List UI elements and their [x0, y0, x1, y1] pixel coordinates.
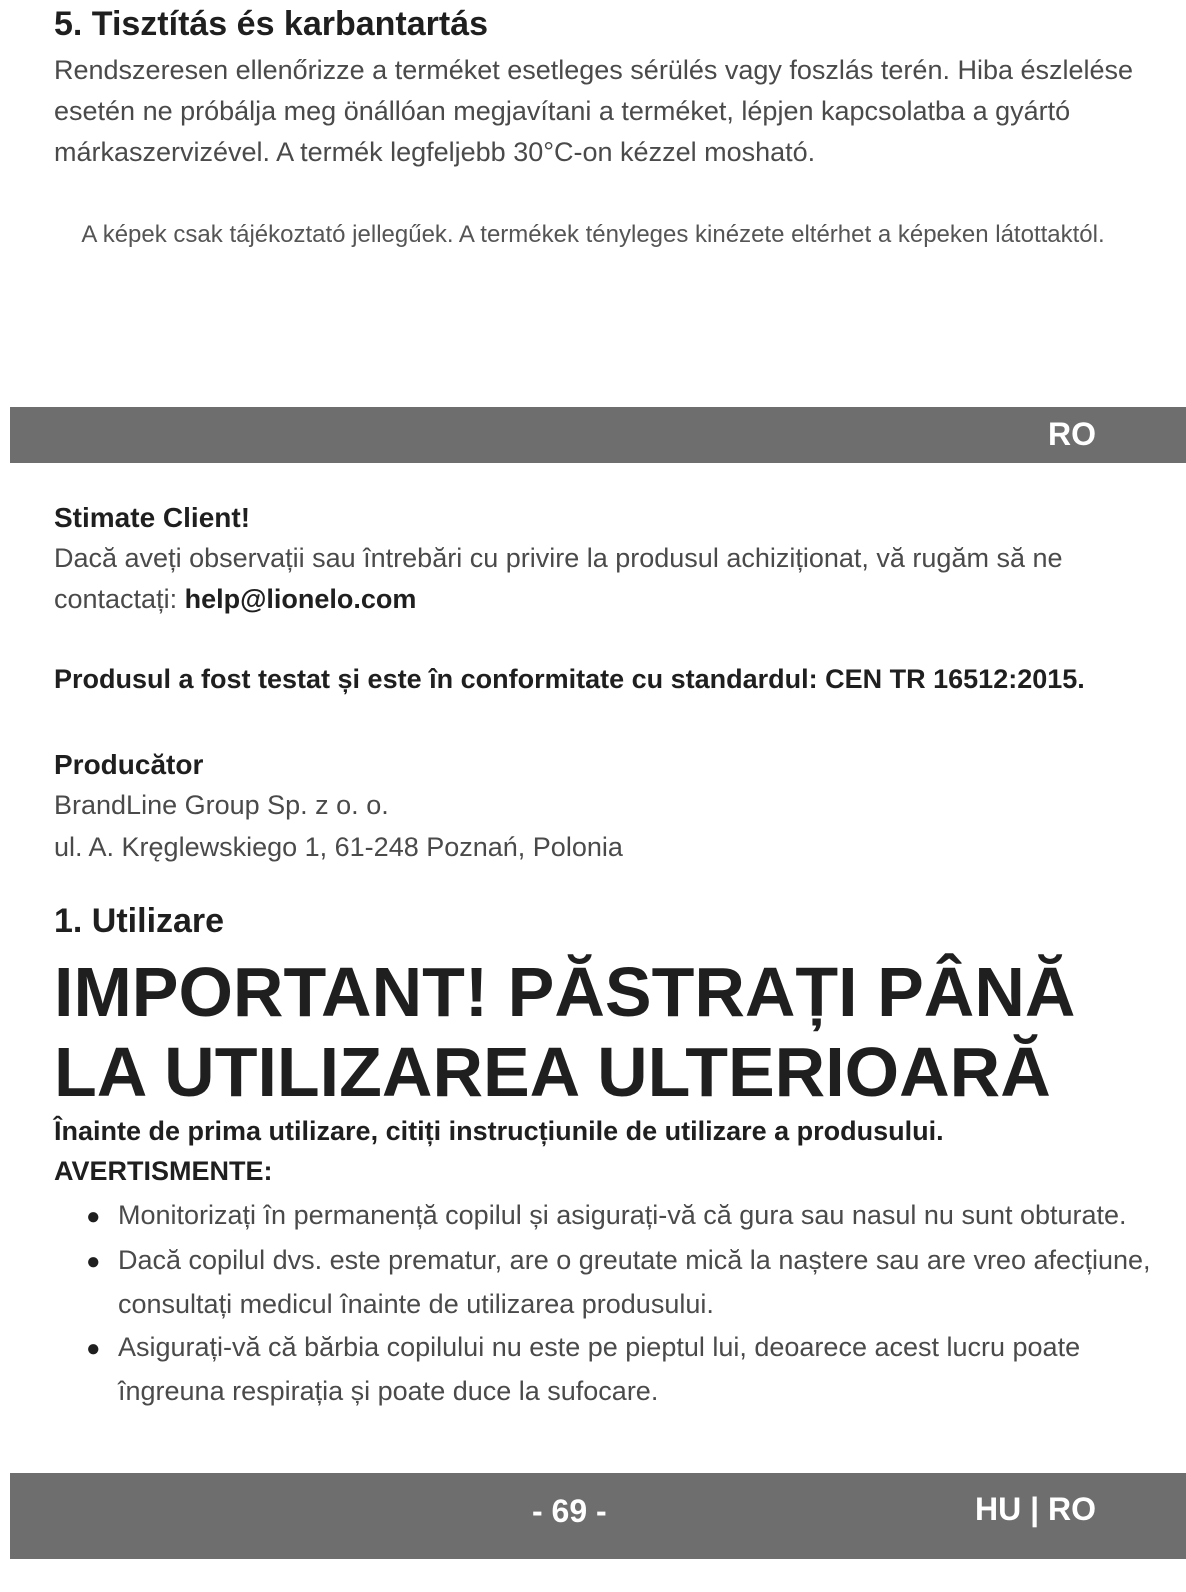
footer-languages: HU | RO — [975, 1491, 1096, 1527]
page-footer — [10, 1473, 1186, 1559]
ro-warnings-list — [54, 1194, 1154, 1413]
bullet-icon: ● — [86, 1335, 101, 1362]
warning-text: Dacă copilul dvs. este prematur, are o greutate mică la naștere sau are vreo afecțiune, consultați medicul înainte de utilizarea produsului. — [118, 1245, 1151, 1319]
warning-item — [54, 1194, 1154, 1238]
warning-item — [54, 1239, 1154, 1325]
language-band-label: RO — [1048, 416, 1096, 452]
ro-warnings-label: AVERTISMENTE: — [54, 1156, 273, 1186]
ro-standard-statement: Produsul a fost testat și este în conformitate cu standardul: CEN TR 16512:2015. — [54, 664, 1085, 694]
hu-image-disclaimer: A képek csak tájékoztató jellegűek. A termékek tényleges kinézete eltérhet a képeken látottaktól. — [81, 221, 1105, 248]
ro-read-instructions: Înainte de prima utilizare, citiți instrucțiunile de utilizare a produsului. — [54, 1116, 944, 1146]
ro-important-heading: IMPORTANT! PĂSTRAȚI PÂNĂ LA UTILIZAREA ULTERIOARĂ — [54, 953, 1076, 1111]
bullet-icon: ● — [86, 1203, 101, 1230]
warning-text: Asigurați-vă că bărbia copilului nu este pe pieptul lui, deoarece acest lucru poate îngreuna respirația și poate duce la sufocare. — [118, 1332, 1081, 1406]
language-band-ro — [10, 407, 1186, 463]
ro-contact-text: Dacă aveți observații sau întrebări cu privire la produsul achiziționat, vă rugăm să ne contactați: — [54, 543, 1063, 614]
hu-section-heading: 5. Tisztítás és karbantartás — [54, 5, 489, 43]
warning-text: Monitorizați în permanență copilul și asigurați-vă că gura sau nasul nu sunt obturate. — [118, 1200, 1127, 1230]
ro-manufacturer-address: ul. A. Kręglewskiego 1, 61-248 Poznań, Polonia — [54, 832, 623, 862]
ro-manufacturer-name: BrandLine Group Sp. z o. o. — [54, 790, 389, 820]
ro-usage-heading: 1. Utilizare — [54, 902, 225, 940]
ro-greeting: Stimate Client! — [54, 502, 251, 533]
warning-item — [54, 1326, 1154, 1412]
hu-cleaning-paragraph: Rendszeresen ellenőrizze a terméket esetleges sérülés vagy foszlás terén. Hiba észlelése esetén ne próbálja meg önállóan megjavítani a terméket, lépjen kapcsolatba a gyártó márkaszervizével. A termék legfeljebb 30°C-on kézzel mosható. — [54, 55, 1134, 167]
ro-contact-email-link[interactable]: help@lionelo.com — [184, 584, 417, 614]
page-number: - 69 - — [532, 1493, 607, 1529]
ro-contact-paragraph — [54, 538, 1114, 620]
ro-manufacturer-label: Producător — [54, 749, 204, 780]
bullet-icon: ● — [86, 1248, 101, 1275]
